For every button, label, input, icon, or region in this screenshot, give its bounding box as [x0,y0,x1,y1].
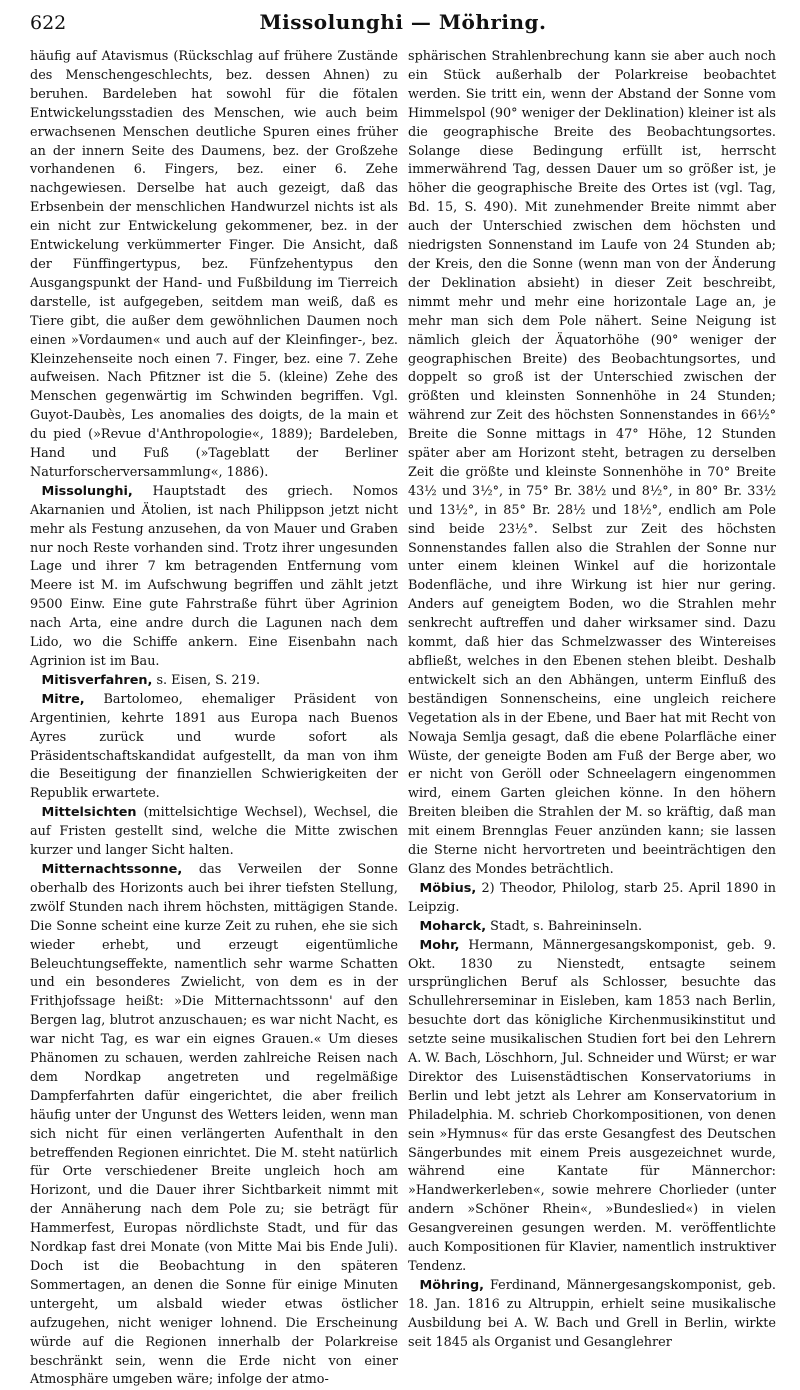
left-column [30,48,398,1388]
entry-mitisverfahren [30,672,398,691]
entry-mitre [30,691,398,804]
running-head: Missolunghi — Möhring. [259,10,547,34]
entry-headword: Moharck, [419,918,487,934]
continued-paragraph [30,48,398,483]
entry-mitternachtssonne [30,861,398,1390]
entry-text: Hermann, Männergesangskomponist, geb. 9. Okt. 1830 zu Nienstedt, entsagte seinem ursprünglichen Beruf als Schlosser, besuchte das Schullehrerseminar in Eisleben, kam 1853 nach Berlin, besuchte dort das königliche Kirchenmusikinstitut und setzte seine musikalischen Studien fort bei den Lehrern A. W. Bach, Löschhorn, Jul. Schneider und Würst; er war Direktor des Luisenstädtischen Konservatoriums in Berlin und lebt jetzt als Lehrer am Konservatorium in Philadelphia. M. schrieb Chorkompositionen, von denen sein »Hymnus« für das erste Gesangfest des Deutschen Sängerbundes mit einem Preis ausgezeichnet wurde, während eine Kantate für Männerchor: »Handwerkerleben«, sowie mehrere Chorlieder (unter andern »Schöner Rhein«, »Bundeslied«) in vielen Gesangvereinen gesungen werden. M. veröffentlichte auch Kompositionen für Klavier, namentlich instruktiver Tendenz. [408,937,776,1274]
entry-headword: Möbius, [419,880,477,896]
entry-missolunghi [30,483,398,672]
entry-headword: Mohr, [419,937,460,953]
entry-text: Ferdinand, Männergesangskomponist, geb. 18. Jan. 1816 zu Altruppin, erhielt seine musikalische Ausbildung bei A. W. Bach und Grell in Berlin, wirkte seit 1845 als Organist und Gesanglehrer [408,1277,776,1350]
entry-text: das Verweilen der Sonne oberhalb des Horizonts auch bei ihrer tiefsten Stellung, zwölf Stunden nach ihrem höchsten, mittägigen Stande. Die Sonne scheint eine kurze Zeit zu ruhen, ehe sie sich wieder erhebt, und erzeugt eigentümliche Beleuchtungseffekte, namentlich sehr warme Schatten und ein besonderes Zwielicht, von dem es in der Frithjofssage heißt: »Die Mitternachtssonn' auf den Bergen lag, blutrot anzuschauen; es war nicht Nacht, es war nicht Tag, es war ein eignes Grauen.« Um dieses Phänomen zu schauen, werden zahlreiche Reisen nach dem Nordkap angetreten und regelmäßige Dampferfahrten dafür eingerichtet, die aber freilich häufig unter der Ungunst des Wetters leiden, wenn man sich nicht für einen verlängerten Aufenthalt in den betreffenden Regionen einrichtet. Die M. steht natürlich für Orte verschiedener Breite ungleich hoch am Horizont, und die Dauer ihrer Sichtbarkeit nimmt mit der Annäherung nach dem Pole zu; sie beträgt für Hammerfest, Europas nördlichste Stadt, und für das Nordkap fast drei Monate (von Mitte Mai bis Ende Juli). Doch ist die Beobachtung in den späteren Sommertagen, an denen die Sonne für einige Minuten untergeht, um alsbald wieder etwas östlicher aufzugehen, nicht weniger lohnend. Die Erscheinung würde auf die Regionen innerhalb der Polarkreise beschränkt sein, wenn die Erde nicht von einer Atmosphäre umgeben wäre; infolge der atmo- [30,861,398,1388]
entry-moharck [408,918,776,937]
entry-text: s. Eisen, S. 219. [152,672,261,688]
text-columns [30,48,776,1388]
continued-paragraph [408,48,776,880]
entry-text: (mittelsichtige Wechsel), Wechsel, die auf Fristen gestellt sind, welche die Mitte zwischen kurzer und langer Sicht halten. [30,805,398,859]
entry-mohr [408,937,776,1277]
entry-headword: Möhring, [419,1277,484,1293]
entry-text: 2) Theodor, Philolog, starb 25. April 1890 in Leipzig. [408,880,776,915]
entry-headword: Mitisverfahren, [41,672,153,688]
paragraph-text: sphärischen Strahlenbrechung kann sie aber auch noch ein Stück außerhalb der Polarkreise beobachtet werden. Sie tritt ein, wenn der Abstand der Sonne vom Himmelspol (90° weniger der Deklination) kleiner ist als die geographische Breite des Beobachtungsortes. Solange diese Bedingung erfüllt ist, herrscht immerwährend Tag, dessen Dauer um so größer ist, je höher die geographische Breite des Ortes ist (vgl. Tag, Bd. 15, S. 490). Mit zunehmender Breite nimmt aber auch der Unterschied zwischen dem höchsten und niedrigsten Sonnenstand im Laufe von 24 Stunden ab; der Kreis, den die Sonne (wenn man von der Änderung der Deklination absieht) in dieser Zeit beschreibt, nimmt mehr und mehr eine horizontale Lage an, je mehr man sich dem Pole nähert. Seine Neigung ist nämlich gleich der Äquatorhöhe (90° weniger der geographischen Breite) des Beobachtungsortes, und doppelt so groß ist der Unterschied zwischen der größten und kleinsten Sonnenhöhe in 24 Stunden; während zur Zeit des höchsten Sonnenstandes in 66½° Breite die Sonne mittags in 47° Höhe, 12 Stunden später aber am Horizont steht, betragen zu derselben Zeit die größte und kleinste Sonnenhöhe in 70° Breite 43½ und 3½°, in 75° Br. 38½ und 8½°, in 80° Br. 33½ und 13½°, in 85° Br. 28½ und 18½°, endlich am Pole sind beide 23½°. Selbst zur Zeit des höchsten Sonnenstandes fallen also die Strahlen der Sonne nur unter einem kleinen Winkel auf die horizontale Bodenfläche, und ihre Wirkung ist hier nur gering. Anders auf geneigtem Boden, wo die Strahlen mehr senkrecht auftreffen und daher wirksamer sind. Dazu kommt, daß hier das Schmelzwasser des Wintereises abfließt, welches in den Ebenen stehen bleibt. Deshalb entwickelt sich an den Abhängen, unterm Einfluß des beständigen Sonnenscheins, eine ungleich reichere Vegetation als in der Ebene, und Baer hat mit Recht von Nowaja Semlja gesagt, daß die ebene Polarfläche einer Wüste, der geneigte Boden am Fuß der Berge aber, wo er nicht von Geröll oder Schneelagern eingenommen wird, einem Garten gleichen könne. In den höhern Breiten bleiben die Strahlen der M. so kräftig, daß man mit einem Brennglas Feuer anzünden kann; sie lassen die Sterne nicht hervortreten und beeinträchtigen den Glanz des Mondes beträchtlich. [408,49,776,877]
entry-mittelsichten [30,804,398,861]
entry-text: Stadt, s. Bahreininseln. [486,918,643,934]
page-header [30,10,776,48]
entry-headword: Mitternachtssonne, [41,861,183,877]
entry-headword: Missolunghi, [41,483,133,499]
paragraph-text: häufig auf Atavismus (Rückschlag auf frühere Zustände des Menschengeschlechts, bez. dessen Ahnen) zu beruhen. Bardeleben hat sowohl für die fötalen Entwickelungsstadien des Menschen, wie auch beim erwachsenen Menschen deutliche Spuren eines früher an der innern Seite des Daumens, bez. der Großzehe vorhandenen 6. Fingers, bez. einer 6. Zehe nachgewiesen. Derselbe hat auch gezeigt, daß das Erbsenbein der menschlichen Handwurzel nichts ist als ein nicht zur Entwickelung gekommener, bez. in der Entwickelung verkümmerter Finger. Die Ansicht, daß der Fünffingertypus, bez. Fünfzehentypus den Ausgangspunkt der Hand- und Fußbildung im Tierreich darstelle, ist aufgegeben, seitdem man weiß, daß es Tiere gibt, die außer dem gewöhnlichen Daumen noch einen »Vordaumen« und auch auf der Kleinfinger-, bez. Kleinzehenseite noch einen 7. Finger, bez. eine 7. Zehe aufweisen. Nach Pfitzner ist die 5. (kleine) Zehe des Menschen gegenwärtig im Schwinden begriffen. Vgl. Guyot-Daubès, Les anomalies des doigts, de la main et du pied (»Revue d'Anthropologie«, 1889); Bardeleben, Hand und Fuß (»Tageblatt der Berliner Naturforscherversammlung«, 1886). [30,49,398,480]
entry-headword: Mitre, [41,691,85,707]
entry-headword: Mittelsichten [41,805,137,821]
entry-moebius [408,880,776,918]
right-column [408,48,776,1350]
page-number: 622 [30,12,67,34]
entry-text: Bartolomeo, ehemaliger Präsident von Argentinien, kehrte 1891 aus Europa nach Buenos Ayres zurück und wurde sofort als Präsidentschaftskandidat aufgestellt, da man von ihm die Beseitigung der finanziellen Schwierigkeiten der Republik erwartete. [30,691,398,802]
entry-text: Hauptstadt des griech. Nomos Akarnanien und Ätolien, ist nach Philippson jetzt nicht mehr als Festung anzusehen, da von Mauer und Graben nur noch Reste vorhanden sind. Trotz ihrer ungesunden Lage und ihrer 7 km betragenden Entfernung vom Meere ist M. im Aufschwung begriffen und zählt jetzt 9500 Einw. Eine gute Fahrstraße führt über Agrinion nach Arta, eine andre durch die Lagunen nach dem Lido, wo die Schiffe ankern. Eine Eisenbahn nach Agrinion ist im Bau. [30,483,398,669]
entry-moehring [408,1277,776,1353]
